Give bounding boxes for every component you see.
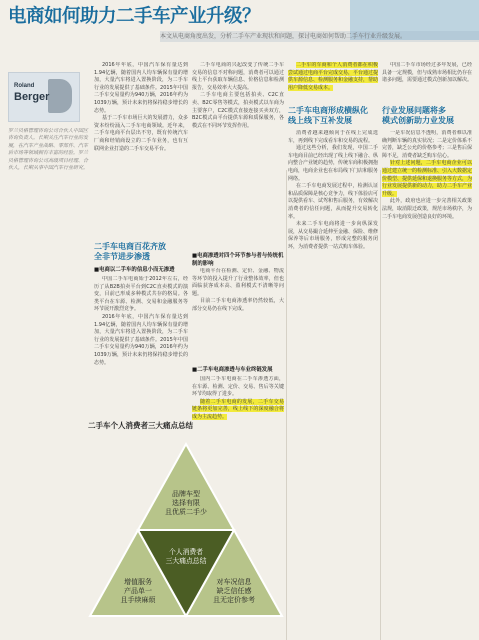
paragraph: 目前二手车电商渗透率仍然较低，大部分交易仍在线下完成。 bbox=[192, 298, 284, 312]
paragraph: 中国二手车市场经过多年发展，已经具备一定规模，但与成熟市场相比仍存在诸多问题，需要通过模式创新加以解决。 bbox=[382, 62, 472, 84]
subheading-3: ■二手车电商渗透与车业终链发展 bbox=[192, 367, 273, 373]
paragraph: 一是车况信息不透明，消费者难以准确判断车辆的真实状况；二是定价体系不完善，缺乏公允的价格参考；三是售后保障不足，消费者缺乏购车信心。 bbox=[382, 130, 472, 159]
column-4-top bbox=[382, 62, 472, 102]
column-divider bbox=[380, 170, 381, 640]
diagram-center-label: 个人消费者 三大痛点总结 bbox=[165, 548, 207, 565]
highlight: 二手车的车商和个人消费者都在积极尝试通过电商平台完成交易，平台通过提供车源信息、检测服务和金融支持，帮助用户降低交易成本。 bbox=[288, 62, 378, 91]
column-2-bottom bbox=[192, 376, 284, 422]
paragraph: 消费者越来越倾向于在线上完成选车，再到线下完成看车和交易的流程。 bbox=[288, 130, 378, 144]
section-heading-3: 行业发展问题将多 模式创新助力业发展 bbox=[382, 106, 454, 125]
paragraph: 基于二手车市场巨大的发展潜力，众多资本纷纷涌入二手车电商领域。近年来，二手车电商平台层出不穷，既有传统汽车厂商和经销商设立的二手车业务，也有互联网企业打造的二手车交易平台。 bbox=[94, 115, 188, 152]
section-heading-1: 二手车电商百花齐放 全非节进步渗透 bbox=[94, 242, 166, 261]
subheading-1: ■电商以二手车的信息小而无渗透 bbox=[94, 267, 175, 273]
paragraph: 在二手车电商发展过程中，检测认证和品质保障是核心竞争力，线下体验店可以提供看车、试驾和售后服务，有效解决消费者的信任问题，从而提升交易转化率。 bbox=[288, 183, 378, 220]
page-title: 电商如何助力二手车产业升级？ bbox=[8, 6, 261, 27]
highlight: 针对上述问题，二手车电商企业可以通过建立统一的检测标准、引入大数据定价模型、提供延保和退换服务等方式，为行业发展提供新的动力，助力二手车产业升级。 bbox=[382, 160, 472, 197]
roland-berger-logo bbox=[8, 72, 80, 122]
paragraph: 此外，政府也应进一步完善相关政策法规，取消限迁政策，规范市场秩序，为二手车电商发展创造良好的环境。 bbox=[382, 198, 472, 220]
column-3-top bbox=[288, 62, 378, 102]
subheading-2: ■电商渗透对四个环节参与者与传统机制的影响 bbox=[192, 253, 284, 267]
paragraph: 通过这些分析，我们发现，中国二手车电商目前已经出现了线上线下融合、纵向整合产业链的趋势，传统车商积极拥抱电商，电商企业也在布局线下门店和服务网络。 bbox=[288, 145, 378, 182]
byline: 本文从电商角度出发，分析二手车产业现状和问题，探讨电商如何帮助二手车行业升级发展。 bbox=[160, 31, 479, 42]
figure-caption: 二手车个人消费者三大痛点总结 bbox=[88, 421, 193, 430]
triangle-top bbox=[138, 444, 234, 530]
column-1-top bbox=[94, 62, 188, 238]
highlighted-paragraph bbox=[382, 160, 472, 198]
pain-point-left: 增值服务 产品单一 且手续麻烦 bbox=[120, 578, 156, 604]
column-3-body bbox=[288, 130, 378, 636]
column-divider bbox=[286, 170, 287, 640]
paragraph: 2016年年底，中国汽车保有量达到1.94亿辆，随着国内人均车辆保有量的增加，大量汽车将进入置换阶段，为二手车行业的发展提供了基础条件。2015年中国二手车交易量约为940万辆，2016年约为1039万辆，预计未来仍将保持稳步增长的态势。 bbox=[94, 313, 188, 366]
column-4-body bbox=[382, 130, 472, 636]
pain-point-right: 对车况信息 缺乏信任感 且无定价参考 bbox=[213, 578, 255, 604]
logo-word-line1: Roland bbox=[14, 83, 35, 89]
paragraph: 2016年年底，中国汽车保有量达到1.94亿辆，随着国内人均车辆保有量的增加，大量汽车将进入置换阶段，为二手车行业的发展提供了基础条件。2015年中国二手车交易量约为940万辆，2016年约为1039万辆，预计未来仍将保持稳步增长的态势。 bbox=[94, 62, 188, 114]
section-heading-2: 二手车电商形成横纵化 线上线下互补发展 bbox=[288, 106, 368, 125]
pain-points-diagram bbox=[86, 438, 286, 634]
highlighted-paragraph bbox=[288, 62, 378, 92]
paragraph: 未来二手车电商将进一步向纵深发展，从交易撮合延伸至金融、保险、维修保养等后市场服务，形成完整的服务闭环，为消费者提供一站式购车体验。 bbox=[288, 221, 378, 250]
logo-word-line2: Berger bbox=[14, 91, 50, 103]
highlighted-paragraph bbox=[192, 399, 284, 422]
paragraph: 二手车电商的兴起改变了传统二手车交易的信息不对称问题，消费者可以通过线上平台获取车辆信息、价格信息和检测报告，交易效率大大提高。 bbox=[192, 62, 284, 91]
column-1-bottom bbox=[94, 276, 188, 414]
logo-b-mark bbox=[48, 79, 72, 113]
highlight: 随着二手车电商的发展，二手车交易链条将更加完善，线上线下的深度融合将成为主流趋势。 bbox=[192, 398, 284, 420]
paragraph: 中国二手车电商始于2012年左右，经历了从B2B拍卖平台到C2C直卖模式的演变，目前已形成多种模式共存的格局。各类平台在车源、检测、交易和金融服务等环节展开激烈竞争。 bbox=[94, 276, 188, 313]
paragraph: 国内二手车电商在二手车渗透方面，在车源、检测、定价、交易、售后等关键环节均取得了进步。 bbox=[192, 376, 284, 398]
paragraph: 二手车电商主要包括拍卖、C2C直卖、B2C零售等模式，拍卖模式以车商为主要客户，C2C模式直接连接买卖双方，B2C模式由平台提供车源和质保服务，各模式在不同环节发挥作用。 bbox=[192, 92, 284, 129]
column-2-mid bbox=[192, 268, 284, 364]
author-note: 罗兰贝格管理咨询公司合伙人中国区咨询负责人。长期关注汽车行业的发展，在汽车产业战略、零部件、汽车后市场等领域拥有丰富的经验。罗兰贝格管理咨询公司高级项目经理、合伙人，长期从事中国汽车行业研究。 bbox=[8, 128, 89, 172]
column-2-top bbox=[192, 62, 284, 250]
pain-point-top: 品牌车型 选择有限 且优质二手少 bbox=[165, 490, 207, 516]
paragraph: 电商平台在检测、定价、金融、物流等环节的投入提升了行业整体效率，但也面临获客成本高、盈利模式不清晰等问题。 bbox=[192, 268, 284, 297]
